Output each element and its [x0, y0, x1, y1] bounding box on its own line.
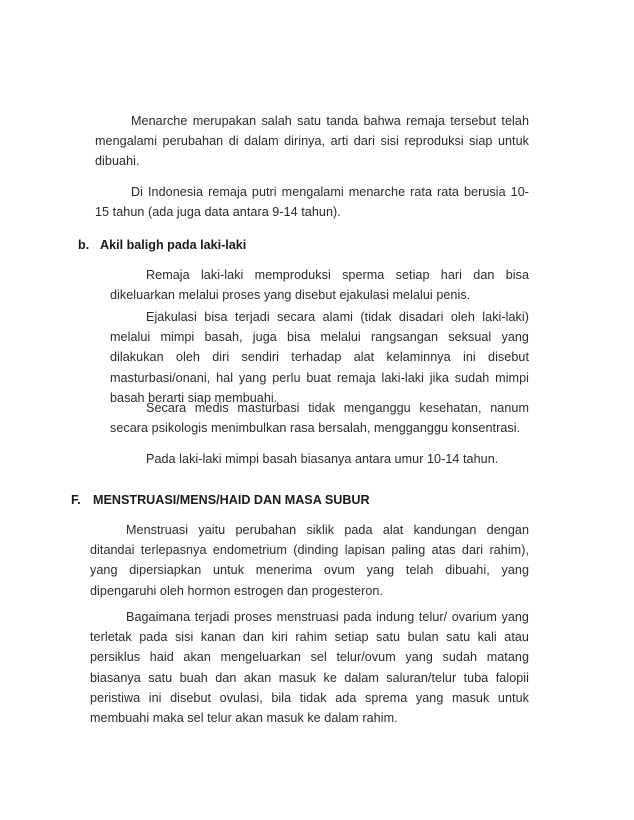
- paragraph-text: Pada laki-laki mimpi basah biasanya antara umur 10-14 tahun.: [146, 452, 499, 466]
- paragraph-sperm-production: [110, 265, 529, 305]
- section-marker: b.: [78, 238, 90, 252]
- paragraph-text: Ejakulasi bisa terjadi secara alami (tidak disadari oleh laki-laki) melalui mimpi basah, juga bisa melalui rangsangan seksual yang dilakukan oleh diri sendiri terhadap alat kelaminnya ini disebut masturbasi/onani, hal yang perlu buat remaja laki-laki jika sudah mimpi basah berarti siap membuahi.: [110, 310, 529, 405]
- paragraph-medical-note: [110, 398, 529, 438]
- paragraph-text: Di Indonesia remaja putri mengalami menarche rata rata berusia 10-15 tahun (ada juga data antara 9-14 tahun).: [95, 185, 529, 220]
- section-heading-b: [78, 235, 528, 255]
- paragraph-text: Remaja laki-laki memproduksi sperma setiap hari dan bisa dikeluarkan melalui proses yang disebut ejakulasi melalui penis.: [110, 268, 529, 303]
- paragraph-text: Secara medis masturbasi tidak menganggu kesehatan, nanum secara psikologis menimbulkan rasa bersalah, mengganggu konsentrasi.: [110, 401, 529, 436]
- section-title: MENSTRUASI/MENS/HAID DAN MASA SUBUR: [93, 493, 370, 507]
- section-marker: F.: [71, 493, 81, 507]
- paragraph-text: Bagaimana terjadi proses menstruasi pada indung telur/ ovarium yang terletak pada sisi kanan dan kiri rahim setiap satu bulan satu kali atau persiklus haid akan mengeluarkan sel telur/ovum yang sudah matang biasanya satu buah dan akan masuk ke dalam saluran/telur tuba falopii peristiwa ini disebut ovulasi, bila tidak ada sprema yang masuk untuk membuahi maka sel telur akan masuk ke dalam rahim.: [90, 610, 529, 726]
- paragraph-menstruation-process: [90, 607, 529, 728]
- paragraph-menarche-age: [95, 182, 529, 222]
- paragraph-ejaculation: [110, 307, 529, 408]
- paragraph-menstruation-definition: [90, 520, 529, 601]
- section-title: Akil baligh pada laki-laki: [100, 238, 247, 252]
- section-heading-f: [71, 490, 531, 510]
- paragraph-text: Menstruasi yaitu perubahan siklik pada alat kandungan dengan ditandai terlepasnya endometrium (dinding lapisan paling atas dari rahim), yang dipersiapkan untuk menerima ovum yang telah dibuahi, yang dipengaruhi oleh hormon estrogen dan progesteron.: [90, 523, 529, 598]
- paragraph-text: Menarche merupakan salah satu tanda bahwa remaja tersebut telah mengalami perubahan di dalam dirinya, arti dari sisi reproduksi siap untuk dibuahi.: [95, 114, 529, 169]
- paragraph-menarche-definition: [95, 111, 529, 172]
- paragraph-wet-dream-age: [110, 449, 529, 469]
